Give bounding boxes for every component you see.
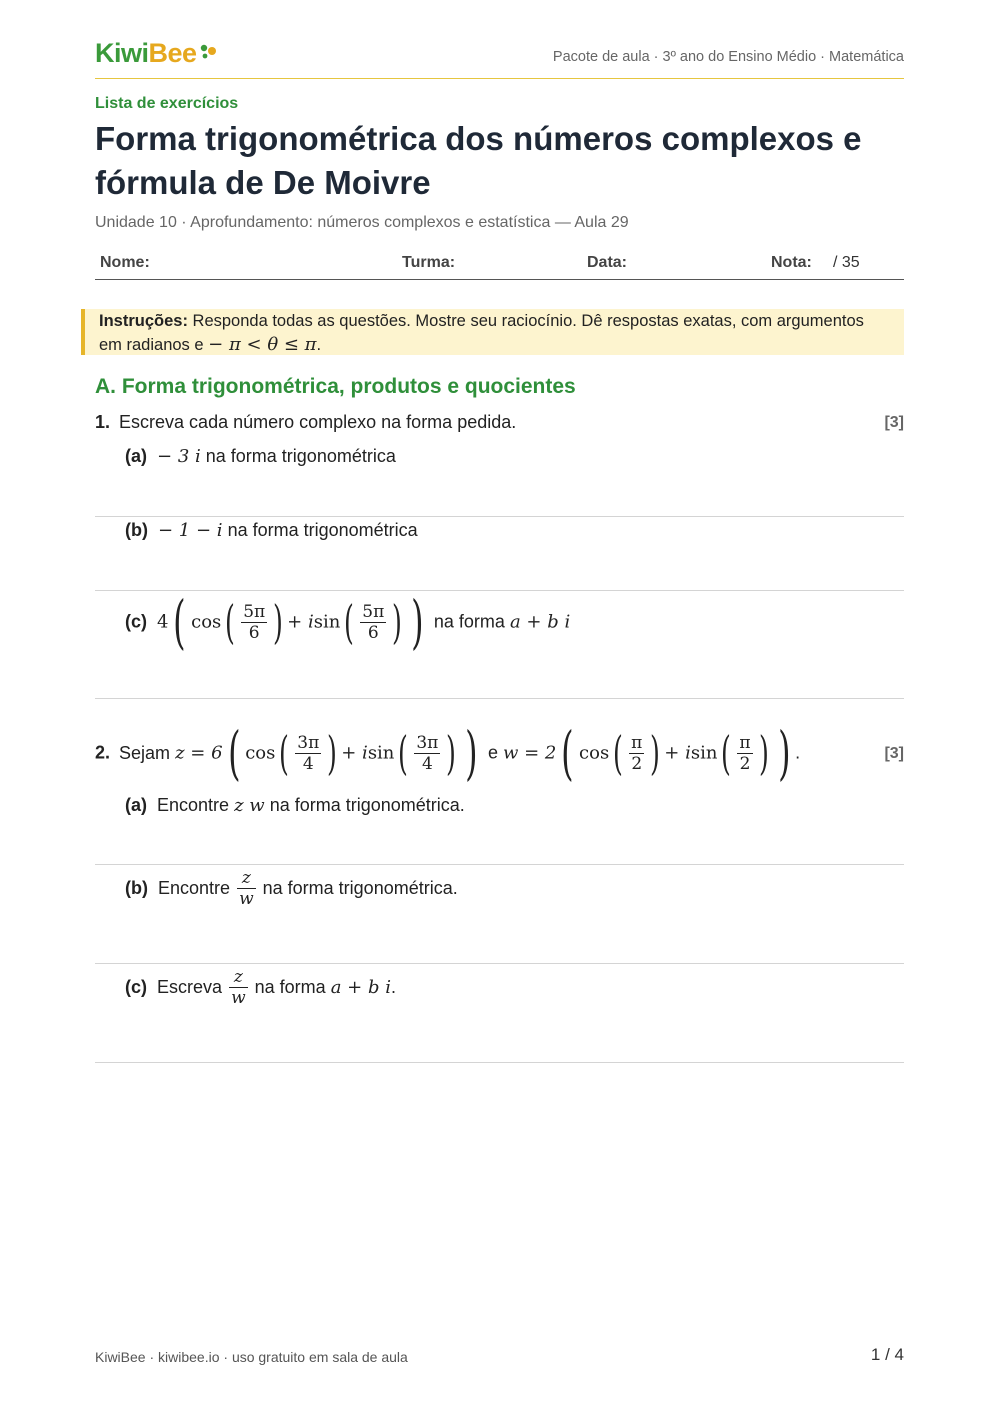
instructions-condition: − π < θ ≤ π bbox=[208, 334, 317, 355]
part-label: (c) bbox=[125, 611, 147, 632]
answer-line bbox=[95, 864, 904, 865]
q1-part-c: (c) 4( cos( $\frac{5\pi}{6}$ ) + isin( $\frac{5\pi}{6}$ ) ) na forma a + b i bbox=[125, 588, 571, 656]
grade-label: Nota: bbox=[771, 254, 812, 271]
header-meta: Pacote de aula · 3º ano do Ensino Médio · Matemática bbox=[552, 49, 904, 65]
part-label: (b) bbox=[125, 520, 148, 540]
coefficient: 4 bbox=[157, 611, 169, 633]
fraction: $\frac{z}{w}$ bbox=[239, 868, 254, 909]
grade-total: / 35 bbox=[833, 254, 860, 271]
fraction: $\frac{5\pi}{6}$ bbox=[362, 601, 385, 643]
page-number: 1 / 4 bbox=[870, 1345, 904, 1364]
question-text: Sejam bbox=[119, 742, 171, 763]
part-verb: Escreva bbox=[157, 977, 223, 997]
question-number: 2. bbox=[95, 742, 111, 763]
instructions-text: Responda todas as questões. Mostre seu raciocínio. Dê respostas exatas, com argumentos em radianos e bbox=[99, 312, 864, 354]
answer-line bbox=[95, 963, 904, 964]
answer-line bbox=[95, 590, 904, 591]
part-expression: − 1 − i bbox=[158, 520, 223, 541]
q1-part-a bbox=[125, 446, 396, 467]
part-text: na forma bbox=[254, 977, 326, 997]
question-marks: [3] bbox=[884, 414, 904, 431]
logo-dots-icon bbox=[199, 42, 219, 62]
z-definition: z = 6 bbox=[175, 742, 223, 764]
q1-part-b bbox=[125, 520, 418, 541]
question-number: 1. bbox=[95, 412, 111, 432]
name-label: Nome: bbox=[100, 254, 150, 271]
q2-part-b bbox=[125, 868, 458, 914]
part-text: na forma trigonométrica bbox=[227, 520, 418, 540]
student-info-row bbox=[95, 250, 904, 280]
q2-part-a bbox=[125, 795, 465, 816]
fraction: $\frac{3\pi}{4}$ bbox=[297, 732, 320, 774]
fraction: $\frac{z}{w}$ bbox=[231, 967, 246, 1008]
class-label: Turma: bbox=[402, 254, 456, 271]
part-label: (b) bbox=[125, 878, 148, 898]
instructions-box bbox=[81, 309, 904, 355]
doc-type: Lista de exercícios bbox=[95, 95, 239, 112]
date-label: Data: bbox=[587, 254, 628, 271]
part-expression: z w bbox=[234, 795, 265, 816]
fraction: $\frac{3\pi}{4}$ bbox=[416, 732, 439, 774]
q2-part-c: (c) Escreva $\frac{z}{w}$ na forma a + b i. bbox=[125, 967, 396, 1008]
part-expression: − 3 i bbox=[157, 446, 201, 467]
question-2: 2. Sejam z = 6( cos( $\frac{3\pi}{4}$ ) + isin( $\frac{3\pi}{4}$ ) ) e w = 2( cos( $\frac{\pi}{2}$ ) + isin( $\frac{\pi}{2}$ ) ) . [3] bbox=[95, 719, 904, 787]
plus-i: + i bbox=[287, 611, 314, 633]
footer-text: KiwiBee · kiwibee.io · uso gratuito em sala de aula bbox=[95, 1349, 408, 1365]
fraction: $\frac{\pi}{2}$ bbox=[631, 732, 643, 774]
question-marks: [3] bbox=[884, 745, 904, 762]
part-text: na forma trigonométrica. bbox=[262, 878, 458, 898]
part-text: na forma trigonométrica. bbox=[269, 795, 465, 815]
answer-line bbox=[95, 698, 904, 699]
fraction: $\frac{5\pi}{6}$ bbox=[243, 601, 266, 643]
part-text: na forma bbox=[433, 611, 505, 632]
answer-line bbox=[95, 1062, 904, 1063]
part-label: (c) bbox=[125, 977, 147, 997]
part-label: (a) bbox=[125, 446, 147, 466]
part-verb: Encontre bbox=[157, 795, 230, 815]
unit-line: Unidade 10 · Aprofundamento: números complexos e estatística — Aula 29 bbox=[95, 214, 629, 231]
question-text: Escreva cada número complexo na forma pedida. bbox=[119, 412, 517, 432]
page-footer bbox=[95, 1345, 904, 1365]
instructions-label: Instruções: bbox=[99, 312, 188, 330]
answer-line bbox=[95, 516, 904, 517]
cos-label: cos bbox=[191, 611, 222, 633]
part-label: (a) bbox=[125, 795, 147, 815]
fraction: $\frac{\pi}{2}$ bbox=[739, 732, 751, 774]
w-definition: w = 2 bbox=[503, 742, 557, 764]
worksheet-page bbox=[95, 0, 904, 1413]
page-header bbox=[95, 36, 904, 79]
kiwibee-logo: KiwiBee bbox=[95, 38, 197, 68]
page-title: Forma trigonométrica dos números complexos e fórmula de De Moivre bbox=[95, 120, 862, 201]
section-a-title: A. Forma trigonométrica, produtos e quocientes bbox=[95, 375, 576, 398]
part-text: na forma trigonométrica bbox=[205, 446, 396, 466]
instructions-end: . bbox=[316, 336, 322, 354]
question-1 bbox=[95, 412, 904, 433]
part-verb: Encontre bbox=[158, 878, 231, 898]
form-expression: a + b i bbox=[509, 611, 571, 633]
form-expression: a + b i bbox=[330, 977, 391, 998]
sin-label: sin bbox=[313, 611, 341, 633]
conjunction: e bbox=[487, 742, 498, 763]
